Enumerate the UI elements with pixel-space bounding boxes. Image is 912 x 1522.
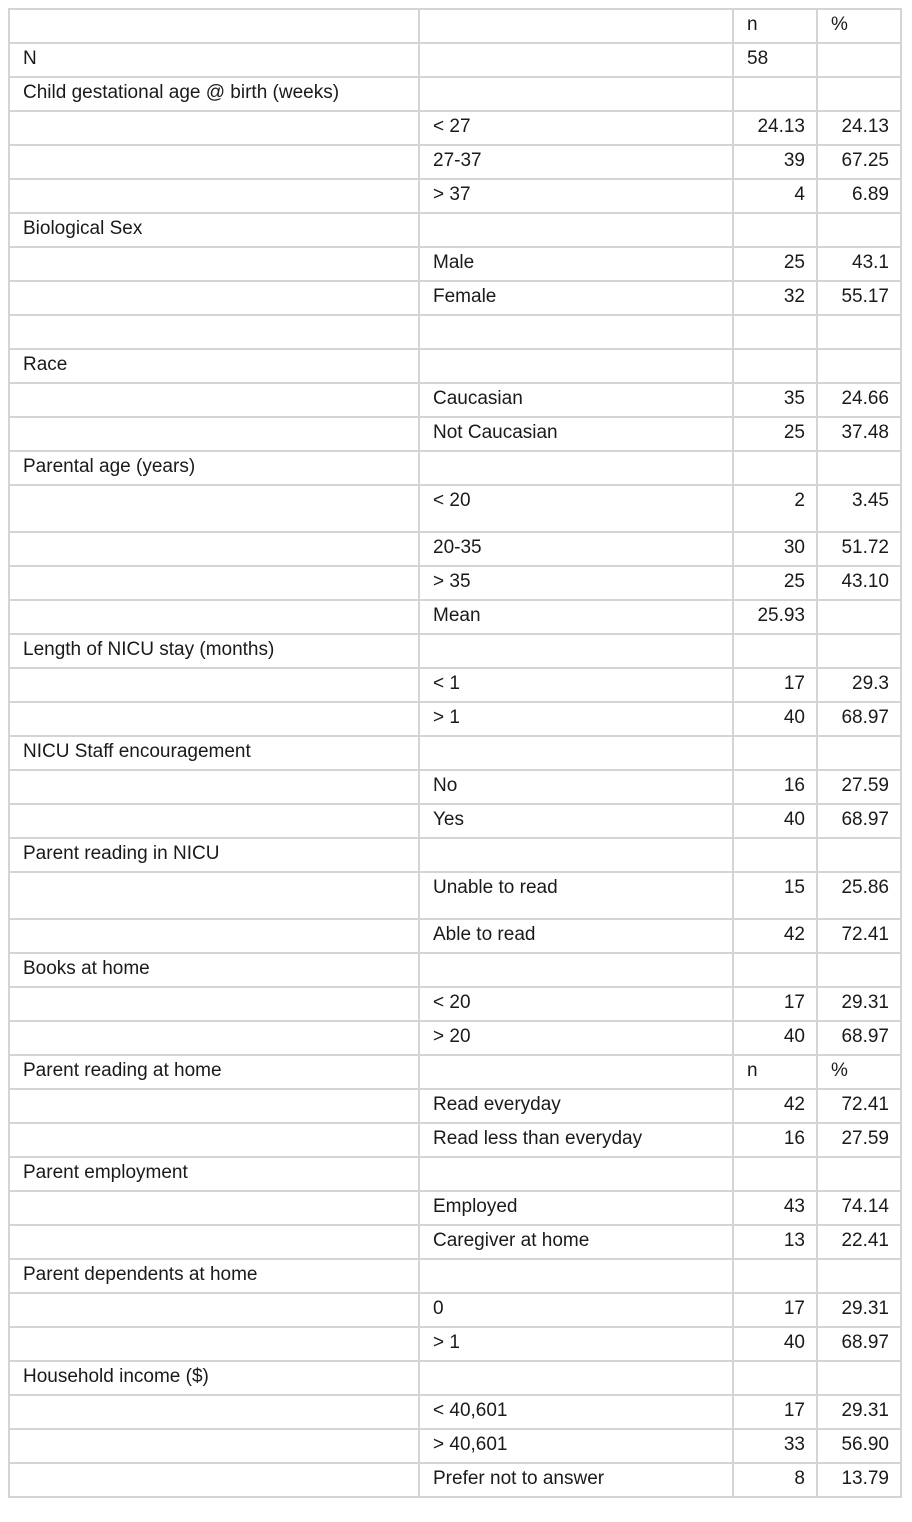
count-cell [733,1259,817,1293]
percent-cell: 67.25 [817,145,901,179]
count-cell: 25 [733,566,817,600]
row-category-cell [419,634,733,668]
percent-cell [817,634,901,668]
table-row [9,1055,901,1089]
percent-cell [817,43,901,77]
percent-cell: 24.13 [817,111,901,145]
row-category-cell: Not Caucasian [419,417,733,451]
percent-cell [817,736,901,770]
row-label-cell [9,145,419,179]
percent-cell: 43.10 [817,566,901,600]
table-row [9,1395,901,1429]
row-label-cell [9,872,419,919]
table-row [9,1089,901,1123]
count-cell [733,953,817,987]
row-category-cell: Read everyday [419,1089,733,1123]
table-row [9,111,901,145]
table-row [9,1463,901,1497]
table-row [9,1327,901,1361]
row-label-cell [9,383,419,417]
row-category-cell: 20-35 [419,532,733,566]
percent-cell [817,213,901,247]
row-label-cell [9,804,419,838]
count-cell: 13 [733,1225,817,1259]
table-row [9,145,901,179]
percent-cell: 22.41 [817,1225,901,1259]
table-row [9,634,901,668]
row-label-cell [9,600,419,634]
percent-cell: 3.45 [817,485,901,532]
table-row [9,1225,901,1259]
row-category-cell [419,451,733,485]
row-label-cell [9,417,419,451]
row-label-cell [9,532,419,566]
row-label-cell [9,1191,419,1225]
row-label-cell [9,770,419,804]
percent-cell [817,1259,901,1293]
count-cell: n [733,1055,817,1089]
row-category-cell [419,43,733,77]
table-row [9,451,901,485]
count-cell: 16 [733,1123,817,1157]
row-category-cell: < 20 [419,485,733,532]
row-label-cell [9,1395,419,1429]
percent-cell: 27.59 [817,1123,901,1157]
count-cell: 8 [733,1463,817,1497]
row-label-cell: Household income ($) [9,1361,419,1395]
row-category-cell [419,953,733,987]
row-label-cell [9,1293,419,1327]
percent-cell: 29.31 [817,1293,901,1327]
table-row [9,919,901,953]
percent-cell [817,1361,901,1395]
table-row [9,1191,901,1225]
row-category-cell [419,315,733,349]
row-category-cell [419,838,733,872]
percent-cell: 68.97 [817,702,901,736]
row-label-cell: Race [9,349,419,383]
count-cell: 39 [733,145,817,179]
percent-cell: 24.66 [817,383,901,417]
table-row [9,43,901,77]
count-cell [733,349,817,383]
row-label-cell [9,1225,419,1259]
percent-cell: % [817,9,901,43]
percent-cell: 13.79 [817,1463,901,1497]
table-row [9,213,901,247]
row-label-cell [9,281,419,315]
row-category-cell: Female [419,281,733,315]
row-label-cell [9,111,419,145]
count-cell: 16 [733,770,817,804]
count-cell [733,315,817,349]
percent-cell: 68.97 [817,1021,901,1055]
percent-cell: 68.97 [817,804,901,838]
row-category-cell [419,736,733,770]
count-cell: 17 [733,668,817,702]
count-cell: 17 [733,987,817,1021]
row-label-cell: Parent reading at home [9,1055,419,1089]
table-row [9,566,901,600]
row-label-cell: Parent employment [9,1157,419,1191]
row-category-cell [419,77,733,111]
row-category-cell: > 40,601 [419,1429,733,1463]
row-label-cell [9,702,419,736]
row-label-cell [9,1463,419,1497]
row-label-cell: NICU Staff encouragement [9,736,419,770]
row-label-cell [9,1327,419,1361]
table-row [9,9,901,43]
row-label-cell [9,485,419,532]
count-cell: 40 [733,1021,817,1055]
count-cell [733,213,817,247]
table-row [9,804,901,838]
table-row [9,770,901,804]
count-cell: 17 [733,1293,817,1327]
table-row [9,1429,901,1463]
row-label-cell [9,315,419,349]
count-cell [733,451,817,485]
row-category-cell [419,9,733,43]
row-category-cell: < 20 [419,987,733,1021]
count-cell: 33 [733,1429,817,1463]
table-row [9,281,901,315]
percent-cell: 55.17 [817,281,901,315]
table-row [9,668,901,702]
count-cell: 24.13 [733,111,817,145]
row-category-cell: Caucasian [419,383,733,417]
count-cell [733,634,817,668]
table-row [9,1293,901,1327]
percent-cell: 29.31 [817,987,901,1021]
count-cell: n [733,9,817,43]
percent-cell [817,600,901,634]
row-category-cell: Mean [419,600,733,634]
percent-cell: 51.72 [817,532,901,566]
percent-cell: 43.1 [817,247,901,281]
percent-cell [817,953,901,987]
row-label-cell: Parent dependents at home [9,1259,419,1293]
percent-cell: 56.90 [817,1429,901,1463]
percent-cell [817,349,901,383]
table-row [9,838,901,872]
row-label-cell: Length of NICU stay (months) [9,634,419,668]
count-cell: 25 [733,247,817,281]
table-row [9,349,901,383]
row-category-cell [419,1157,733,1191]
table-row [9,736,901,770]
table-row [9,247,901,281]
table-row [9,485,901,532]
count-cell: 42 [733,1089,817,1123]
table-body [9,9,901,1497]
table-row [9,315,901,349]
percent-cell: 29.3 [817,668,901,702]
row-category-cell [419,349,733,383]
count-cell [733,1361,817,1395]
count-cell: 43 [733,1191,817,1225]
row-category-cell: Able to read [419,919,733,953]
count-cell [733,1157,817,1191]
table-row [9,532,901,566]
table-row [9,872,901,919]
table-row [9,1361,901,1395]
row-category-cell: > 20 [419,1021,733,1055]
table-row [9,987,901,1021]
row-category-cell: < 27 [419,111,733,145]
count-cell: 25.93 [733,600,817,634]
row-label-cell [9,9,419,43]
row-category-cell: Unable to read [419,872,733,919]
percent-cell: 29.31 [817,1395,901,1429]
row-category-cell: Employed [419,1191,733,1225]
count-cell: 17 [733,1395,817,1429]
row-category-cell: Caregiver at home [419,1225,733,1259]
count-cell: 15 [733,872,817,919]
table-row [9,417,901,451]
percent-cell [817,451,901,485]
count-cell: 32 [733,281,817,315]
row-label-cell [9,1123,419,1157]
table-row [9,77,901,111]
row-category-cell: > 37 [419,179,733,213]
percent-cell: 74.14 [817,1191,901,1225]
table-row [9,1123,901,1157]
row-label-cell [9,919,419,953]
table-row [9,1157,901,1191]
row-category-cell: < 1 [419,668,733,702]
row-label-cell [9,1429,419,1463]
count-cell: 40 [733,804,817,838]
percent-cell [817,1157,901,1191]
count-cell [733,77,817,111]
row-label-cell: N [9,43,419,77]
count-cell: 40 [733,1327,817,1361]
demographics-table [8,8,902,1498]
percent-cell [817,838,901,872]
table-row [9,1259,901,1293]
table-row [9,1021,901,1055]
row-category-cell: Prefer not to answer [419,1463,733,1497]
row-label-cell [9,668,419,702]
count-cell: 40 [733,702,817,736]
row-label-cell [9,179,419,213]
percent-cell: 68.97 [817,1327,901,1361]
percent-cell: 72.41 [817,919,901,953]
row-label-cell [9,566,419,600]
row-category-cell [419,1259,733,1293]
table-row [9,702,901,736]
table-row [9,953,901,987]
row-category-cell: Yes [419,804,733,838]
percent-cell: % [817,1055,901,1089]
row-category-cell: > 35 [419,566,733,600]
row-label-cell: Biological Sex [9,213,419,247]
row-category-cell: > 1 [419,1327,733,1361]
percent-cell [817,77,901,111]
count-cell: 42 [733,919,817,953]
count-cell: 35 [733,383,817,417]
count-cell: 4 [733,179,817,213]
row-category-cell: No [419,770,733,804]
table-row [9,179,901,213]
row-label-cell [9,1021,419,1055]
count-cell: 30 [733,532,817,566]
percent-cell [817,315,901,349]
percent-cell: 6.89 [817,179,901,213]
row-label-cell: Child gestational age @ birth (weeks) [9,77,419,111]
count-cell: 25 [733,417,817,451]
row-category-cell [419,213,733,247]
row-category-cell: > 1 [419,702,733,736]
row-label-cell: Books at home [9,953,419,987]
row-category-cell [419,1361,733,1395]
row-category-cell: Male [419,247,733,281]
row-category-cell: < 40,601 [419,1395,733,1429]
row-category-cell [419,1055,733,1089]
percent-cell: 25.86 [817,872,901,919]
table-row [9,600,901,634]
row-category-cell: 0 [419,1293,733,1327]
count-cell: 58 [733,43,817,77]
row-label-cell [9,247,419,281]
row-label-cell: Parental age (years) [9,451,419,485]
percent-cell: 27.59 [817,770,901,804]
count-cell [733,736,817,770]
row-category-cell: 27-37 [419,145,733,179]
row-label-cell [9,987,419,1021]
row-label-cell: Parent reading in NICU [9,838,419,872]
count-cell [733,838,817,872]
row-category-cell: Read less than everyday [419,1123,733,1157]
row-label-cell [9,1089,419,1123]
count-cell: 2 [733,485,817,532]
percent-cell: 37.48 [817,417,901,451]
table-row [9,383,901,417]
percent-cell: 72.41 [817,1089,901,1123]
